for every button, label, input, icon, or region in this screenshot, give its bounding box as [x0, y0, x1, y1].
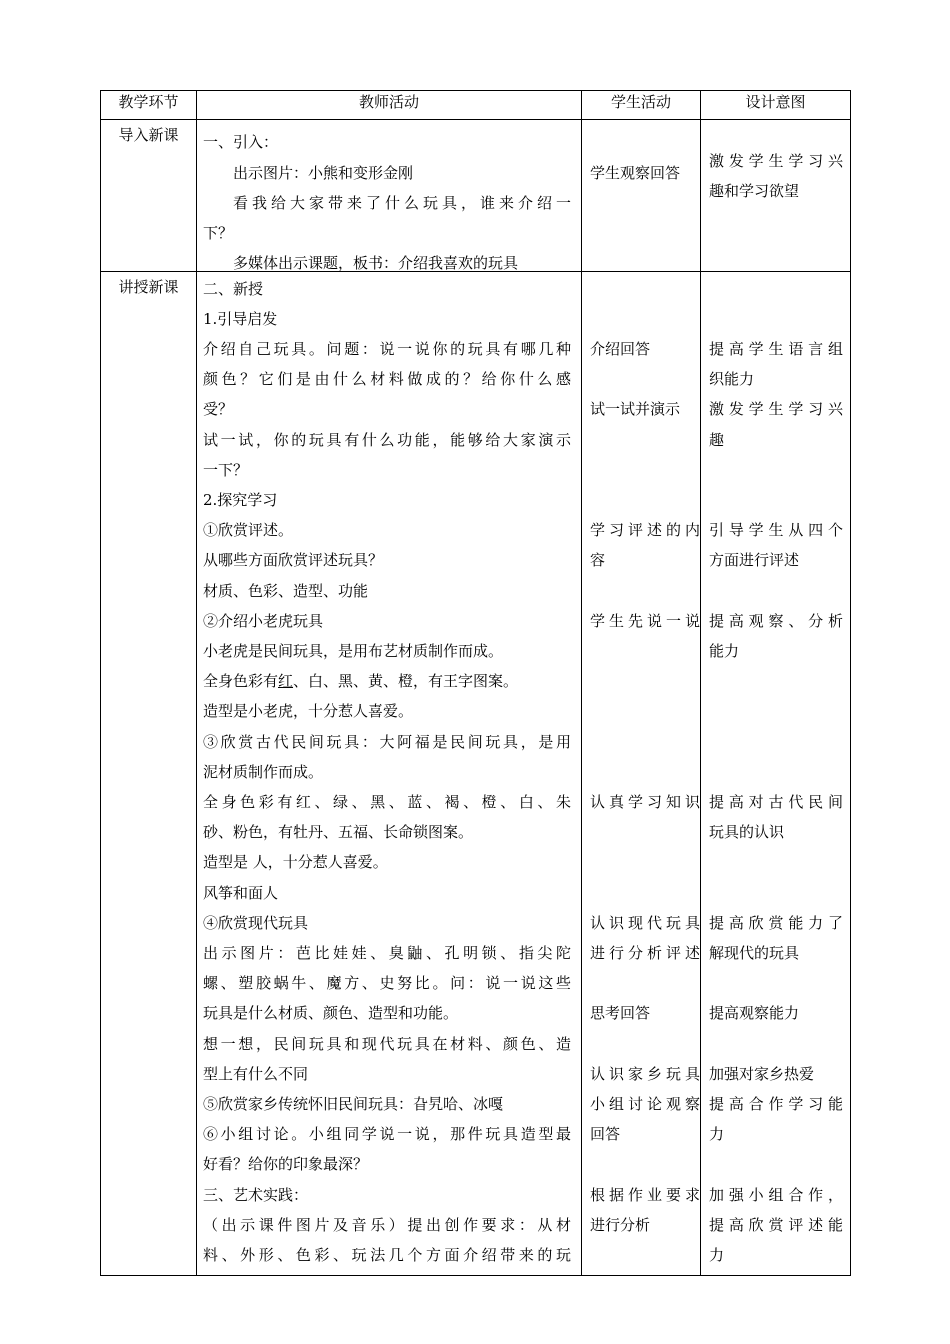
- teacher-line: 螺、塑胶蜗牛、魔方、史努比。问：说一说这些: [203, 974, 571, 992]
- teacher-line: （出示课件图片及音乐）提出创作要求：从材: [203, 1216, 571, 1234]
- teacher-line: 造型是小老虎，十分惹人喜爱。: [203, 702, 414, 720]
- teacher-line: ④欣赏现代玩具: [203, 914, 309, 932]
- student-line: 进行分析: [590, 1216, 651, 1234]
- student-line: 回答: [590, 1125, 621, 1143]
- design-line: 引导学生从四个: [709, 521, 843, 539]
- teacher-line: 好看？给你的印象最深？: [203, 1155, 369, 1173]
- teacher-line: 型上有什么不同: [203, 1065, 309, 1083]
- design-line: 提高合作学习能: [709, 1095, 843, 1113]
- teacher-line: 小老虎是民间玩具，是用布艺材质制作而成。: [203, 642, 504, 660]
- student-line: 认识现代玩具: [590, 914, 700, 932]
- design-line: 织能力: [709, 370, 755, 388]
- student-line: 容: [590, 551, 606, 569]
- teacher-line: 想一想，民间玩具和现代玩具在材料、颜色、造: [203, 1035, 571, 1053]
- header-design-intent: 设计意图: [701, 91, 851, 120]
- teacher-line: ③欣赏古代民间玩具：大阿福是民间玩具，是用: [203, 733, 571, 751]
- teacher-line: 泥材质制作而成。: [203, 763, 324, 781]
- header-row: [101, 91, 851, 120]
- design-line: 力: [709, 1246, 725, 1264]
- teacher-line: 风筝和面人: [203, 884, 279, 902]
- teacher-line: 二、新授: [203, 280, 264, 298]
- teacher-line: [203, 671, 571, 691]
- teacher-line: ①欣赏评述。: [203, 521, 294, 539]
- lecture-design-cell: [701, 272, 851, 1276]
- intro-teacher-line: 出示图片：小熊和变形金刚: [233, 164, 414, 182]
- teacher-line: ⑥小组讨论。小组同学说一说，那件玩具造型最: [203, 1125, 571, 1143]
- teacher-line: 从哪些方面欣赏评述玩具？: [203, 551, 384, 569]
- student-line: 试一试并演示: [590, 400, 681, 418]
- design-line: 加强对家乡热爱: [709, 1065, 815, 1083]
- teacher-line: 1.引导启发: [203, 310, 278, 328]
- lesson-plan-table: [100, 90, 851, 1276]
- student-line: 认真学习知识: [590, 793, 700, 811]
- student-line: 小组讨论观察: [590, 1095, 700, 1113]
- header-stage: 教学环节: [101, 91, 197, 120]
- design-line: 提高对古代民间: [709, 793, 843, 811]
- underlined-word: 红: [278, 672, 294, 690]
- intro-teacher-line: 一、引入：: [203, 133, 279, 151]
- intro-student-cell: [582, 120, 701, 272]
- intro-teacher-cell: [197, 120, 582, 272]
- student-line: 介绍回答: [590, 340, 651, 358]
- lecture-teacher-cell: [197, 272, 582, 1276]
- teacher-line: ⑤欣赏家乡传统怀旧民间玩具：旮旯哈、冰嘎: [203, 1095, 504, 1113]
- teacher-line: 玩具是什么材质、颜色、造型和功能。: [203, 1004, 459, 1022]
- header-teacher-activity: 教师活动: [197, 91, 582, 120]
- design-line: 提高观察、分析: [709, 612, 843, 630]
- intro-student-text: 学生观察回答: [590, 164, 681, 182]
- student-line: 认识家乡玩具: [590, 1065, 700, 1083]
- teacher-line: 料、外形、色彩、玩法几个方面介绍带来的玩: [203, 1246, 571, 1264]
- design-line: 激发学生学习兴: [709, 400, 843, 418]
- stage-lecture: 讲授新课: [101, 272, 197, 1276]
- design-line: 能力: [709, 642, 740, 660]
- teacher-line: 出示图片：芭比娃娃、臭鼬、孔明锁、指尖陀: [203, 944, 571, 962]
- student-line: 进行分析评述: [590, 944, 700, 962]
- design-line: 解现代的玩具: [709, 944, 800, 962]
- teacher-line: 全身色彩有红、绿、黑、蓝、褐、橙、白、朱: [203, 793, 571, 811]
- intro-teacher-line: 多媒体出示课题，板书：介绍我喜欢的玩具: [233, 254, 519, 272]
- design-line: 加强小组合作，: [709, 1186, 843, 1204]
- teacher-line: 介绍自己玩具。问题：说一说你的玩具有哪几种: [203, 340, 571, 358]
- design-line: 力: [709, 1125, 725, 1143]
- design-line: 提高欣赏能力了: [709, 914, 843, 932]
- teacher-line: 试一试，你的玩具有什么功能，能够给大家演示: [203, 431, 571, 449]
- header-student-activity: 学生活动: [582, 91, 701, 120]
- intro-design-line: 激发学生学习兴: [709, 152, 843, 170]
- intro-design-line: 趣和学习欲望: [709, 182, 800, 200]
- student-line: 学生先说一说: [590, 612, 700, 630]
- design-line: 趣: [709, 431, 725, 449]
- lecture-student-cell: [582, 272, 701, 1276]
- intro-teacher-line: 下？: [203, 224, 234, 242]
- lecture-row: [101, 272, 851, 1276]
- teacher-line-part: 全身色彩有: [203, 672, 279, 690]
- teacher-line: 三、艺术实践：: [203, 1186, 309, 1204]
- teacher-line: 受？: [203, 400, 234, 418]
- student-line: 学习评述的内: [590, 521, 700, 539]
- teacher-line: 颜色？它们是由什么材料做成的？给你什么感: [203, 370, 571, 388]
- intro-row: [101, 120, 851, 272]
- teacher-line: ②介绍小老虎玩具: [203, 612, 324, 630]
- design-line: 方面进行评述: [709, 551, 800, 569]
- teacher-line: 造型是 人，十分惹人喜爱。: [203, 853, 388, 871]
- student-line: 根据作业要求: [590, 1186, 700, 1204]
- teacher-line: 2.探究学习: [203, 491, 278, 509]
- student-line: 思考回答: [590, 1004, 651, 1022]
- design-line: 提高观察能力: [709, 1004, 800, 1022]
- design-line: 提高学生语言组: [709, 340, 843, 358]
- teacher-line: 材质、色彩、造型、功能: [203, 582, 369, 600]
- design-line: 玩具的认识: [709, 823, 785, 841]
- intro-teacher-line: 看我给大家带来了什么玩具，谁来介绍一: [233, 194, 571, 212]
- teacher-line-part: 、白、黑、黄、橙，有王字图案。: [293, 672, 519, 690]
- stage-intro: 导入新课: [101, 120, 197, 272]
- intro-design-cell: [701, 120, 851, 272]
- teacher-line: 砂、粉色，有牡丹、五福、长命锁图案。: [203, 823, 474, 841]
- teacher-line: 一下？: [203, 461, 249, 479]
- design-line: 提高欣赏评述能: [709, 1216, 843, 1234]
